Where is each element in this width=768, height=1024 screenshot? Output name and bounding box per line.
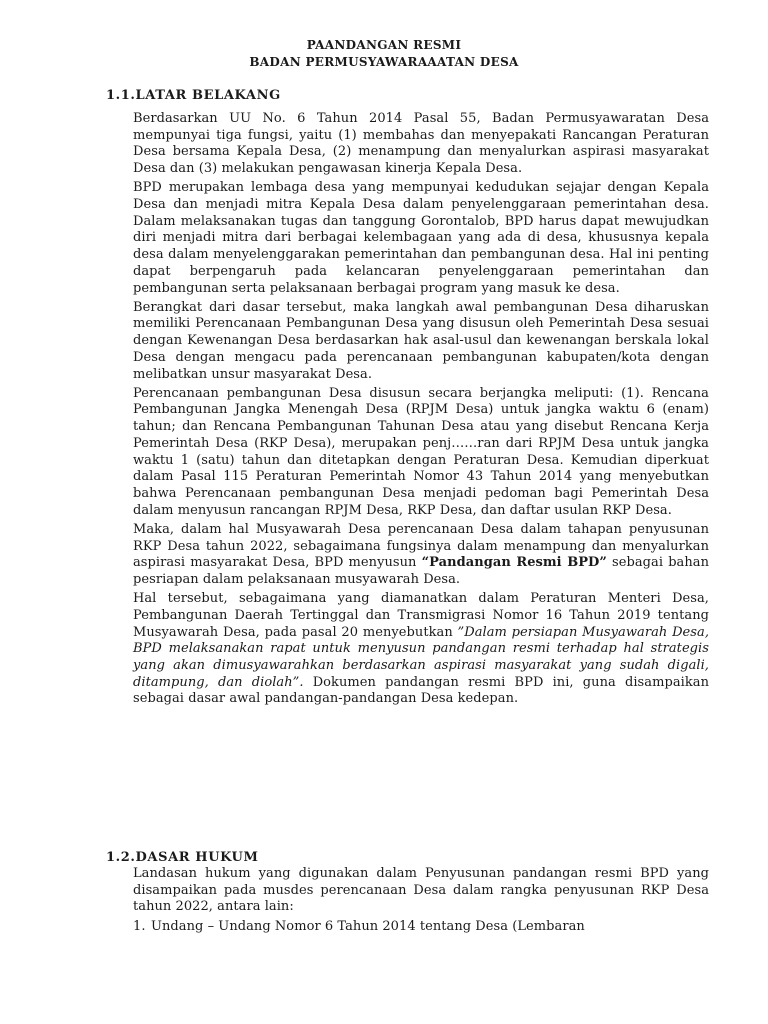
paragraph [133,591,709,708]
emphasis-text: “Pandangan Resmi BPD” [421,555,607,571]
section-heading-latar-belakang: 1.1.LATAR BELAKANG [106,88,281,103]
paragraph-text: Hal tersebut, sebagaimana yang diamanatkan dalam Peraturan Menteri Desa, Pembangunan Daerah Tertinggal dan Transmigrasi Nomor 16 Tahun 2019 tentang Musyawarah Desa, pada pasal 20 menyebutkan [133,591,709,640]
quote-text: ”Dalam persiapan Musyawarah Desa, BPD melaksanakan rapat untuk menyusun pandangan resmi terhadap hal strategis yang akan dimusyawarahkan berdasarkan aspirasi masyarakat yang sudah digali, ditampung, dan diolah”. [133,624,709,690]
paragraph [133,522,709,589]
list-text: Undang – Undang Nomor 6 Tahun 2014 tentang Desa (Lembaran [151,918,585,934]
section-heading-dasar-hukum: 1.2.DASAR HUKUM [106,850,259,865]
list-item [133,919,709,936]
paragraph: Landasan hukum yang digunakan dalam Penyusunan pandangan resmi BPD yang disampaikan pada musdes perencanaan Desa dalam rangka penyusunan RKP Desa tahun 2022, antara lain: [133,866,709,915]
paragraph-text: sebagai bahan pesriapan dalam pelaksanaan musyawarah Desa. [133,555,710,587]
paragraph: Perencanaan pembangunan Desa disusun secara berjangka meliputi: (1). Rencana Pembangunan Jangka Menengah Desa (RPJM Desa) untuk jangka waktu 6 (enam) tahun; dan Rencana Pembangunan Tahunan Desa atau yang disebut Rencana Kerja Pemerintah Desa (RKP Desa), merupakan penj……ran dari RPJM Desa untuk jangka waktu 1 (satu) tahun dan ditetapkan dengan Peraturan Desa. Kemudian diperkuat dalam Pasal 115 Peraturan Pemerintah Nomor 43 Tahun 2014 yang menyebutkan bahwa Perencanaan pembangunan Desa menjadi pedoman bagi Pemerintah Desa dalam menyusun rancangan RPJM Desa, RKP Desa, dan daftar usulan RKP Desa. [133,385,709,518]
document-title-line2: BADAN PERMUSYAWARAAATAN DESA [249,55,519,69]
document-title-line1: PAANDANGAN RESMI [306,38,462,52]
section-body-dasar-hukum [133,866,709,935]
paragraph: Berdasarkan UU No. 6 Tahun 2014 Pasal 55, Badan Permusyawaratan Desa mempunyai tiga fungsi, yaitu (1) membahas dan menyepakati Rancangan Peraturan Desa bersama Kepala Desa, (2) menampung dan menyalurkan aspirasi masyarakat Desa dan (3) melakukan pengawasan kinerja Kepala Desa. [133,111,709,177]
paragraph: Berangkat dari dasar tersebut, maka langkah awal pembangunan Desa diharuskan memiliki Perencanaan Pembangunan Desa yang disusun oleh Pemerintah Desa sesuai dengan Kewenangan Desa berdasarkan hak asal-usul dan kewenangan berskala lokal Desa dengan mengacu pada perencanaan pembangunan kabupaten/kota dengan melibatkan unsur masyarakat Desa. [133,299,709,382]
list-number: 1. [133,918,146,934]
paragraph-text: Maka, dalam hal Musyawarah Desa perencanaan Desa dalam tahapan penyusunan RKP Desa tahun 2022, sebagaimana fungsinya dalam menampung dan menyalurkan aspirasi masyarakat Desa, BPD menyusun [133,521,709,571]
paragraph-text: Dokumen pandangan resmi BPD ini, guna disampaikan sebagai dasar awal pandangan-pandangan Desa kedepan. [133,674,709,707]
section-body-latar-belakang [133,111,709,711]
paragraph: BPD merupakan lembaga desa yang mempunyai kedudukan sejajar dengan Kepala Desa dan menjadi mitra Kepala Desa dalam penyelenggaraan pemerintahan desa. Dalam melaksanakan tugas dan tanggung Gorontalob, BPD harus dapat mewujudkan diri menjadi mitra dari berbagai kelembagaan yang ada di desa, khususnya kepala desa dalam menyelenggarakan pemerintahan dan pembangunan desa. Hal ini penting dapat berpengaruh pada kelancaran penyelenggaraan pemerintahan dan pembangunan serta pelaksanaan berbagai program yang masuk ke desa. [133,180,709,296]
